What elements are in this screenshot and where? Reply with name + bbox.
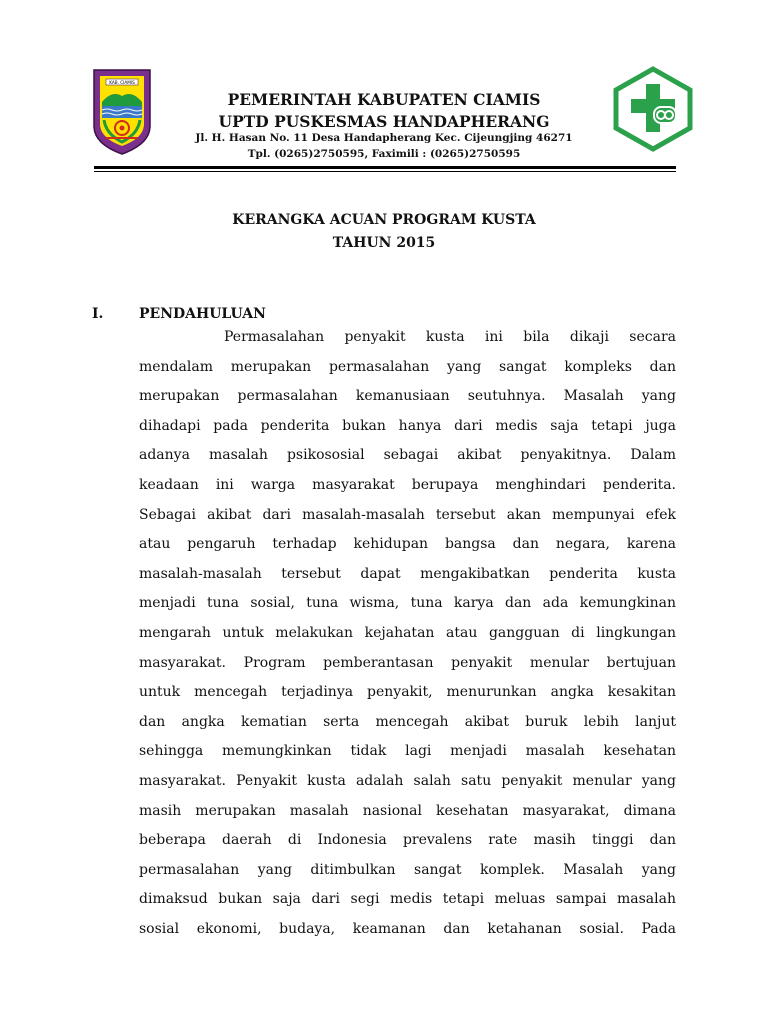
letterhead-contact: Tpl. (0265)2750595, Faximili : (0265)2750595 (247, 148, 521, 160)
document-year: TAHUN 2015 (332, 235, 436, 251)
body-line: adanya masalah psikososial sebagai akibat penyakitnya. Dalam (139, 447, 676, 464)
section-heading: PENDAHULUAN (139, 306, 266, 322)
body-line: dihadapi pada penderita bukan hanya dari medis saja tetapi juga (139, 417, 676, 434)
body-line: permasalahan yang ditimbulkan sangat komplek. Masalah yang (139, 861, 676, 878)
body-line: masalah-masalah tersebut dapat mengakibatkan penderita kusta (139, 565, 676, 582)
section-number: I. (92, 306, 104, 322)
document-title: KERANGKA ACUAN PROGRAM KUSTA (232, 212, 536, 228)
crest-label: KAB. CIAMIS (109, 80, 135, 85)
body-line: masyarakat. Penyakit kusta adalah salah satu penyakit menular yang (139, 772, 676, 789)
body-line: menjadi tuna sosial, tuna wisma, tuna karya dan ada kemungkinan (139, 595, 676, 612)
body-line: atau pengaruh terhadap kehidupan bangsa dan negara, karena (139, 536, 676, 553)
kab-ciamis-crest-icon (92, 68, 152, 156)
letterhead-institution: UPTD PUSKESMAS HANDAPHERANG (218, 112, 550, 131)
body-line: mengarah untuk melakukan kejahatan atau gangguan di lingkungan (139, 624, 676, 641)
letterhead-government: PEMERINTAH KABUPATEN CIAMIS (227, 90, 541, 109)
body-line: dimaksud bukan saja dari segi medis tetapi meluas sampai masalah (139, 891, 676, 908)
body-line: masyarakat. Program pemberantasan penyakit menular bertujuan (139, 654, 676, 671)
body-line: Permasalahan penyakit kusta ini bila dikaji secara (224, 329, 676, 345)
letterhead-divider-thin (94, 171, 676, 172)
body-line: keadaan ini warga masyarakat berupaya menghindari penderita. (139, 476, 676, 493)
body-line: sehingga memungkinkan tidak lagi menjadi masalah kesehatan (139, 743, 676, 760)
section-body (139, 323, 676, 944)
body-line: untuk mencegah terjadinya penyakit, menurunkan angka kesakitan (139, 684, 676, 701)
body-line: mendalam merupakan permasalahan yang sangat kompleks dan (139, 358, 676, 375)
letterhead-address: Jl. H. Hasan No. 11 Desa Handapherang Kec. Cijeungjing 46271 (195, 132, 573, 144)
body-line: Sebagai akibat dari masalah-masalah tersebut akan mempunyai efek (139, 506, 676, 523)
letterhead-divider-thick (94, 166, 676, 169)
body-line: beberapa daerah di Indonesia prevalens rate masih tinggi dan (139, 832, 676, 849)
body-line: dan angka kematian serta mencegah akibat buruk lebih lanjut (139, 713, 676, 730)
body-line: sosial ekonomi, budaya, keamanan dan ketahanan sosial. Pada (139, 920, 676, 937)
puskesmas-logo-icon (612, 66, 694, 152)
body-line: masih merupakan masalah nasional kesehatan masyarakat, dimana (139, 802, 676, 819)
body-line: merupakan permasalahan kemanusiaan seutuhnya. Masalah yang (139, 388, 676, 405)
